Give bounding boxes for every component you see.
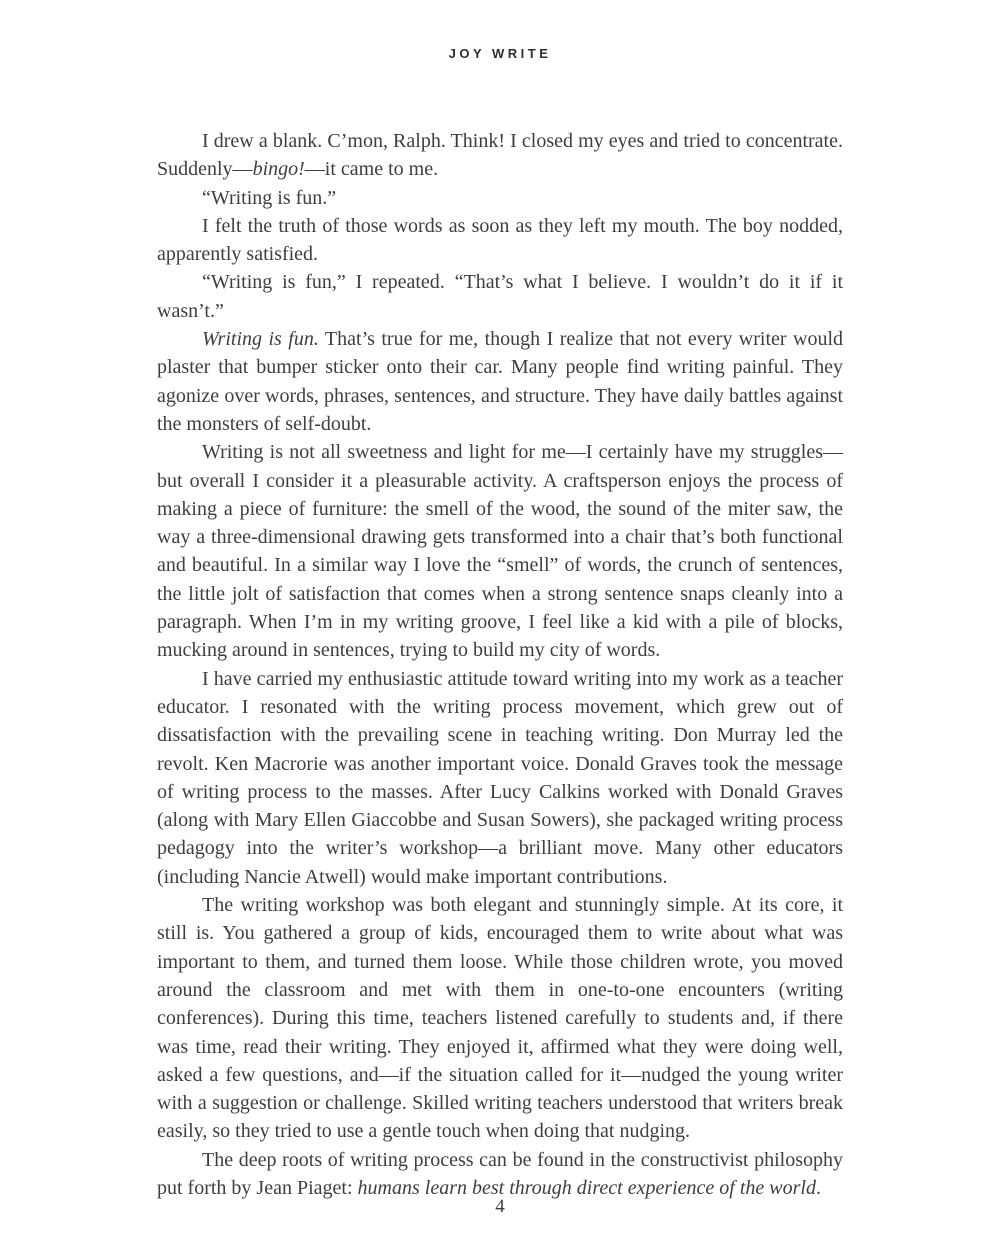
body-text-block	[157, 127, 843, 1202]
page-number: 4	[495, 1196, 505, 1217]
text-run: “Writing is fun.”	[202, 186, 337, 209]
text-run: I have carried my enthusiastic attitude toward writing into my work as a teacher educator. I resonated with the writing process movement, which grew out of dissatisfaction with the prevailing scene in teaching writing. Don Murray led the revolt. Ken Macrorie was another important voice. Donald Graves took the message of writing process to the masses. After Lucy Calkins worked with Donald Graves (along with Mary Ellen Giaccobbe and Susan Sowers), she packaged writing process pedagogy into the writer’s workshop—a brilliant move. Many other educators (including Nancie Atwell) would make important contributions.	[157, 667, 843, 888]
text-run: I felt the truth of those words as soon as they left my mouth. The boy nodded, apparently satisfied.	[157, 214, 843, 266]
italic-text-run: humans learn best through direct experience of the world	[357, 1176, 816, 1199]
text-run: Writing is not all sweetness and light for me—I certainly have my struggles—but overall I consider it a pleasurable activity. A craftsperson enjoys the process of making a piece of furniture: the smell of the wood, the sound of the miter saw, the way a three-dimensional drawing gets transformed into a chair that’s both functional and beautiful. In a similar way I love the “smell” of words, the crunch of sentences, the little jolt of satisfaction that comes when a strong sentence snaps cleanly into a paragraph. When I’m in my writing groove, I feel like a kid with a pile of blocks, mucking around in sentences, trying to build my city of words.	[157, 441, 843, 662]
text-run: “Writing is fun,” I repeated. “That’s what I believe. I wouldn’t do it if it wasn’t.”	[157, 271, 843, 322]
paragraph	[157, 665, 843, 891]
text-run: .	[815, 1176, 821, 1199]
text-run: The deep roots of writing process can be found in the constructivist philosophy put forth by Jean Piaget:	[157, 1148, 843, 1199]
text-run: —it came to me.	[304, 158, 439, 181]
running-head: JOY WRITE	[448, 46, 552, 61]
paragraph	[157, 891, 843, 1146]
paragraph	[157, 184, 843, 212]
text-run: I drew a blank. C’mon, Ralph. Think! I closed my eyes and tried to concentrate. Suddenly—	[157, 130, 843, 181]
paragraph	[157, 212, 843, 269]
paragraph	[157, 268, 843, 325]
paragraph	[157, 1146, 843, 1203]
text-run: That’s true for me, though I realize that not every writer would plaster that bumper sticker onto their car. Many people find writing painful. They agonize over words, phrases, sentences, and structure. They have daily battles against the monsters of self-doubt.	[157, 328, 843, 435]
paragraph	[157, 438, 843, 664]
italic-text-run: bingo!	[252, 158, 305, 181]
text-run: The writing workshop was both elegant and stunningly simple. At its core, it still is. You gathered a group of kids, encouraged them to write about what was important to them, and turned them loose. While those children wrote, you moved around the classroom and met with them in one-to-one encounters (writing conferences). During this time, teachers listened carefully to students and, if there was time, read their writing. They enjoyed it, affirmed what they were doing well, asked a few questions, and—if the situation called for it—nudged the young writer with a suggestion or challenge. Skilled writing teachers understood that writers break easily, so they tried to use a gentle touch when doing that nudging.	[157, 894, 843, 1143]
paragraph	[157, 127, 843, 184]
italic-text-run: Writing is fun.	[202, 328, 319, 351]
paragraph	[157, 325, 843, 438]
